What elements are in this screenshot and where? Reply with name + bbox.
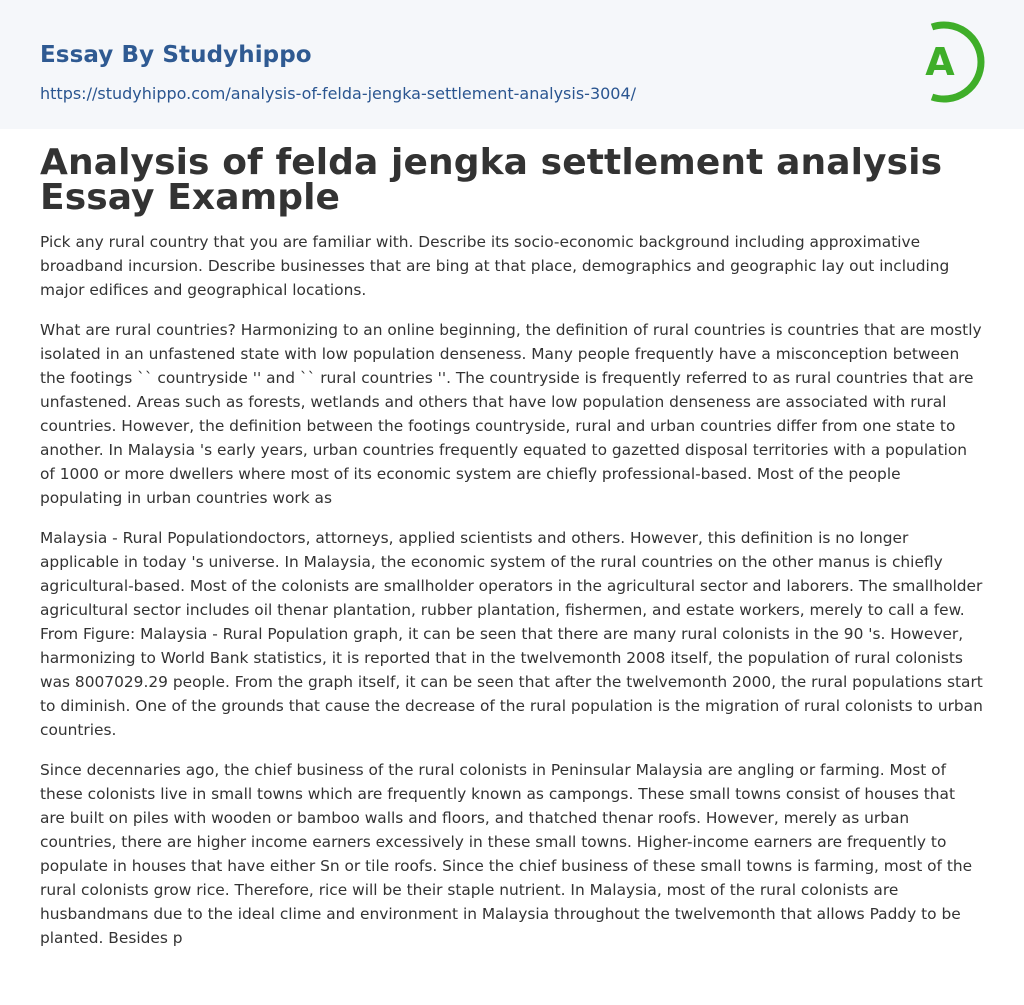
article xyxy=(0,142,1024,950)
paragraph-3: Malaysia - Rural Populationdoctors, attorneys, applied scientists and others. However, this definition is no longer applicable in today 's universe. In Malaysia, the economic system of the rural countries on the other manus is chiefly agricultural-based. Most of the colonists are smallholder operators in the agricultural sector and laborers. The smallholder agricultural sector includes oil thenar plantation, rubber plantation, fishermen, and estate workers, merely to call a few. From Figure: Malaysia - Rural Population graph, it can be seen that there are many rural colonists in the 90 's. However, harmonizing to World Bank statistics, it is reported that in the twelvemonth 2008 itself, the population of rural colonists was 8007029.29 people. From the graph itself, it can be seen that after the twelvemonth 2000, the rural populations start to diminish. One of the grounds that cause the decrease of the rural population is the migration of rural colonists to urban countries. xyxy=(40,529,983,739)
paragraph-2: What are rural countries? Harmonizing to an online beginning, the definition of rural countries is countries that are mostly isolated in an unfastened state with low population denseness. Many people frequently have a misconception between the footings `` countryside '' and `` rural countries ''. The countryside is frequently referred to as rural countries that are unfastened. Areas such as forests, wetlands and others that have low population denseness are associated with rural countries. However, the definition between the footings countryside, rural and urban countries differ from one state to another. In Malaysia 's early years, urban countries frequently equated to gazetted disposal territories with a population of 1000 or more dwellers where most of its economic system are chiefly professional-based. Most of the people populating in urban countries work as xyxy=(40,321,982,507)
studyhippo-logo-icon[interactable] xyxy=(912,18,988,106)
paragraph-4: Since decennaries ago, the chief business of the rural colonists in Peninsular Malaysia are angling or farming. Most of these colonists live in small towns which are frequently known as campongs. These small towns consist of houses that are built on piles with wooden or bamboo walls and floors, and thatched thenar roofs. However, merely as urban countries, there are higher income earners excessively in these small towns. Higher-income earners are frequently to populate in houses that have either Sn or tile roofs. Since the chief business of these small towns is farming, most of the rural colonists grow rice. Therefore, rice will be their staple nutrient. In Malaysia, most of the rural colonists are husbandmans due to the ideal clime and environment in Malaysia throughout the twelvemonth that allows Paddy to be planted. Besides p xyxy=(40,761,973,947)
page-title: Analysis of felda jengka settlement analysis Essay Example xyxy=(40,142,943,218)
logo-letter: A xyxy=(925,40,955,84)
site-header xyxy=(0,0,1024,129)
site-brand[interactable]: Essay By Studyhippo xyxy=(40,42,312,68)
source-url-link[interactable]: https://studyhippo.com/analysis-of-felda-jengka-settlement-analysis-3004/ xyxy=(40,84,637,103)
paragraph-1: Pick any rural country that you are familiar with. Describe its socio-economic background including approximative broadband incursion. Describe businesses that are bing at that place, demographics and geographic lay out including major edifices and geographical locations. xyxy=(40,233,950,299)
